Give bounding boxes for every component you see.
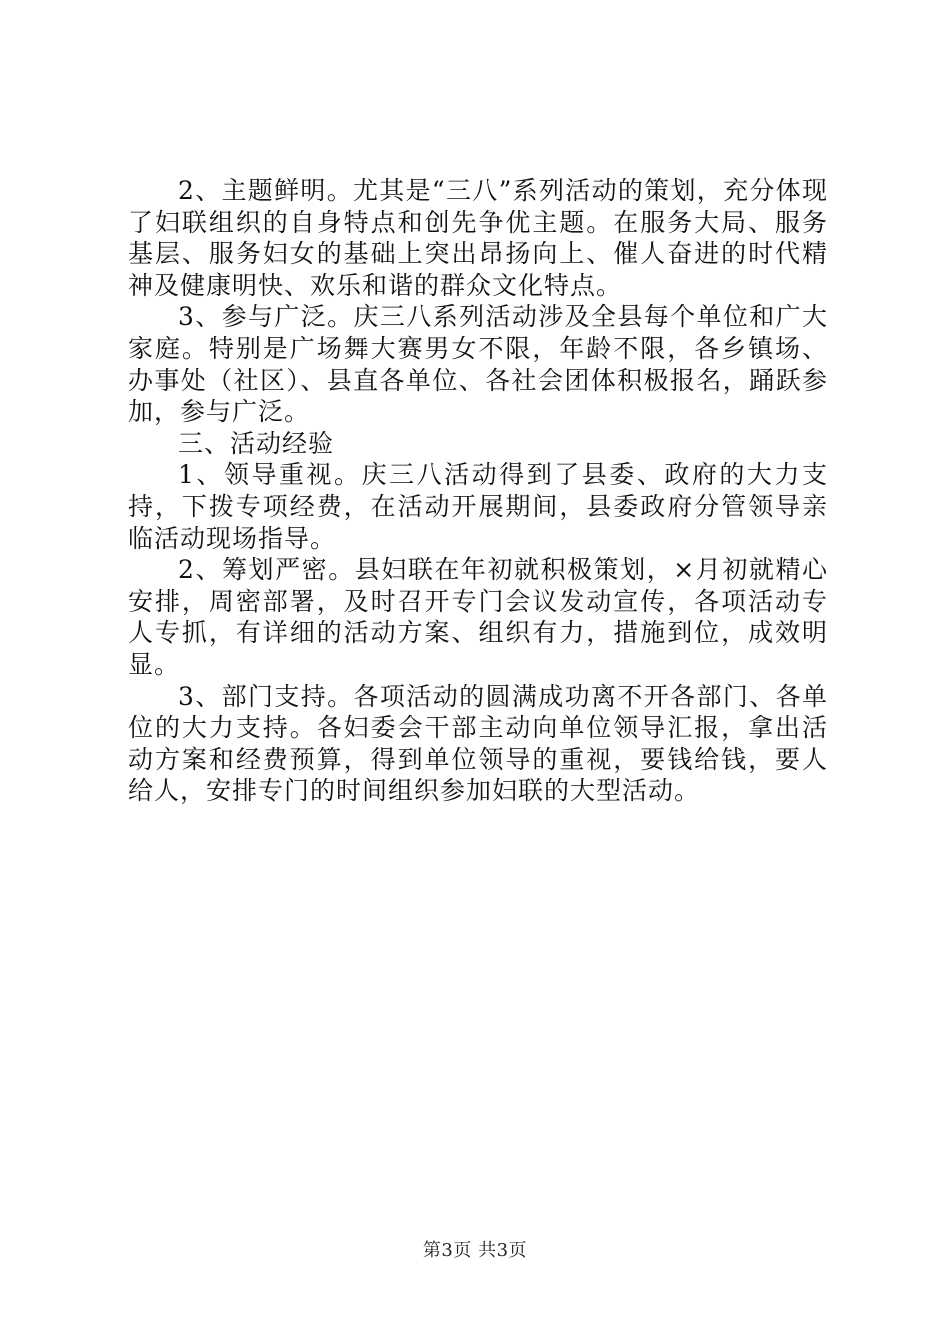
- section-heading-experience: 三、活动经验: [178, 428, 335, 458]
- paragraph-theme-distinct: 2、主题鲜明。尤其是“三八”系列活动的策划，充分体现了妇联组织的自身特点和创先争优主题。在服务大局、服务基层、服务妇女的基础上突出昂扬向上、催人奋进的时代精神及健康明快、欢乐和谐的群众文化特点。: [128, 176, 828, 300]
- paragraph-department-support: 3、部门支持。各项活动的圆满成功离不开各部门、各单位的大力支持。各妇委会干部主动向单位领导汇报，拿出活动方案和经费预算，得到单位领导的重视，要钱给钱，要人给人，安排专门的时间组织参加妇联的大型活动。: [128, 681, 828, 806]
- paragraph-careful-planning: 2、筹划严密。县妇联在年初就积极策划，×月初就精心安排，周密部署，及时召开专门会议发动宣传，各项活动专人专抓，有详细的活动方案、组织有力，措施到位，成效明显。: [128, 555, 828, 679]
- page-number-footer: 第3页 共3页: [422, 1240, 528, 1261]
- document-body: [128, 175, 828, 807]
- paragraph-broad-participation: 3、参与广泛。庆三八系列活动涉及全县每个单位和广大家庭。特别是广场舞大赛男女不限，年龄不限，各乡镇场、办事处（社区）、县直各单位、各社会团体积极报名，踊跃参加，参与广泛。: [128, 302, 828, 427]
- paragraph-leadership-attention: 1、领导重视。庆三八活动得到了县委、政府的大力支持，下拨专项经费，在活动开展期间，县委政府分管领导亲临活动现场指导。: [128, 460, 828, 553]
